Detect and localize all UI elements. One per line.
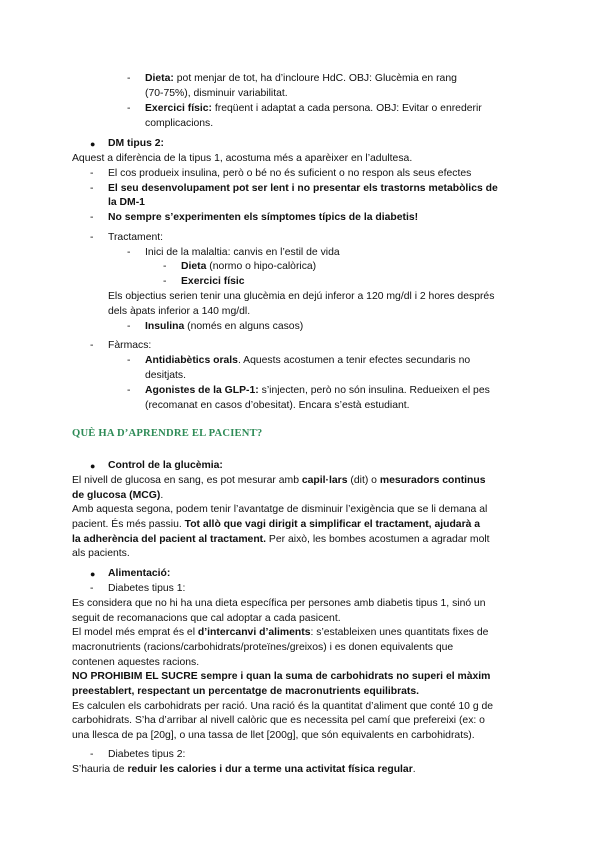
- alimentacio-dt1: Diabetes tipus 1:: [108, 583, 186, 594]
- control-line-1: [72, 474, 486, 489]
- control-bold: capil·lars: [301, 475, 348, 486]
- control-bold: Tot allò que vagi dirigit a simplificar el tractament, ajudarà a: [184, 519, 481, 530]
- control-text: (dit) o: [347, 475, 380, 486]
- alimentacio-p3: [72, 626, 488, 641]
- dieta-dm1-text: pot menjar de tot, ha d’incloure HdC. OBJ: Glucèmia en rang: [173, 73, 457, 84]
- alimentacio-p2: seguit de recomanacions que cal adoptar a cada pasicent.: [72, 613, 341, 624]
- alimentacio-p1: Es considera que no hi ha una dieta específica per persones amb diabetis tipus 1, sinó un: [72, 598, 486, 609]
- control-text: .: [160, 490, 164, 501]
- farmacs-antidiab-text: . Aquests acostumen a tenir efectes secundaris no: [237, 355, 471, 366]
- alimentacio-text: El model més emprat és el: [72, 627, 198, 638]
- alimentacio-text: : s’estableixen unes quantitats fixes de: [310, 627, 489, 638]
- farmacs-antidiab-cont: desitjats.: [145, 370, 187, 381]
- dm2-item-1: El cos produeix insulina, però o bé no és suficient o no respon als seus efectes: [108, 168, 472, 179]
- dm2-intro: Aquest a diferència de la tipus 1, acostuma més a aparèixer en l’adultesa.: [72, 153, 413, 164]
- exercici-dm1-label: Exercici físic:: [145, 103, 213, 114]
- exercici-dm1-line: [145, 102, 482, 117]
- alimentacio-heading: Alimentació:: [108, 568, 171, 579]
- dm2-item-2-cont: la DM-1: [108, 197, 145, 208]
- list-dash: -: [127, 321, 131, 332]
- control-text: El nivell de glucosa en sang, es pot mesurar amb: [72, 475, 302, 486]
- alimentacio-bold-1: NO PROHIBIM EL SUCRE sempre i quan la suma de carbohidrats no superi el màxim: [72, 671, 491, 682]
- farmacs-label: Fàrmacs:: [108, 340, 152, 351]
- control-line-3: Amb aquesta segona, podem tenir l’avantatge de disminuir l’exigència que se li demana al: [72, 504, 488, 515]
- bullet-dot: ●: [90, 569, 96, 579]
- alimentacio-bold: d’intercanvi d’aliments: [197, 627, 311, 638]
- list-dash: -: [90, 212, 94, 223]
- alimentacio-p8: una llesca de pa [20g], o una tassa de llet [200g], que són equivalents en carbohidrats).: [72, 730, 475, 741]
- control-line-5: [72, 533, 490, 548]
- list-dash: -: [127, 103, 131, 114]
- farmacs-glp-cont: (recomanat en casos d’obesitat). Encara s’està estudiant.: [145, 400, 410, 411]
- alimentacio-p6: Es calculen els carbohidrats per ració. Una ració és la quantitat d’aliment que conté 10 g de: [72, 701, 494, 712]
- control-line-4: [72, 518, 480, 533]
- list-dash: -: [90, 232, 94, 243]
- alimentacio-bold-2: preestablert, respectant un percentatge de macronutrients equilibrats.: [72, 686, 420, 697]
- control-bold: de glucosa (MCG): [72, 490, 161, 501]
- tractament-inici: Inici de la malaltia: canvis en l’estil de vida: [145, 247, 340, 258]
- list-dash: -: [127, 355, 131, 366]
- bullet-dot: ●: [90, 461, 96, 471]
- tractament-objectius-1: Els objectius serien tenir una glucèmia en dejú inferor a 120 mg/dl i 2 hores després: [108, 291, 495, 302]
- tractament-dieta: [181, 260, 316, 275]
- alimentacio-dt2: Diabetes tipus 2:: [108, 749, 186, 760]
- control-heading: Control de la glucèmia:: [108, 460, 223, 471]
- exercici-dm1-line2: complicacions.: [145, 118, 214, 129]
- dm2-item-3: No sempre s’experimenten els símptomes típics de la diabetis!: [108, 212, 419, 223]
- farmacs-antidiab: [145, 354, 470, 369]
- list-dash: -: [127, 247, 131, 258]
- list-dash: -: [90, 168, 94, 179]
- alimentacio-p4: macronutrients (racions/carbohidrats/proteïnes/greixos) i es donen equivalents que: [72, 642, 454, 653]
- tractament-dieta-text: (normo o hipo-calòrica): [206, 261, 317, 272]
- list-dash: -: [163, 276, 167, 287]
- farmacs-glp: [145, 384, 490, 399]
- control-text: pacient. És més passiu.: [72, 519, 185, 530]
- alimentacio-p5: contenen aquestes racions.: [72, 657, 200, 668]
- control-bold: la adherència del pacient al tractament.: [72, 534, 267, 545]
- farmacs-antidiab-label: Antidiabètics orals: [145, 355, 238, 366]
- section-title: QUÈ HA D’APRENDRE EL PACIENT?: [72, 428, 263, 439]
- dieta-dm1-line2: (70-75%), disminuir variabilitat.: [145, 88, 288, 99]
- dieta-dm1-line: [145, 72, 457, 87]
- exercici-dm1-text: freqüent i adaptat a cada persona. OBJ: Evitar o enrederir: [212, 103, 482, 114]
- list-dash: -: [127, 385, 131, 396]
- tractament-label: Tractament:: [108, 232, 164, 243]
- tractament-dieta-label: Dieta: [181, 261, 207, 272]
- tractament-objectius-2: dels àpats inferior a 140 mg/dl.: [108, 306, 251, 317]
- list-dash: -: [163, 261, 167, 272]
- dieta-dm1-label: Dieta:: [145, 73, 174, 84]
- tractament-insulina-text: (només en alguns casos): [184, 321, 304, 332]
- tractament-insulina: [145, 320, 303, 335]
- list-dash: -: [127, 73, 131, 84]
- alimentacio-text: S’hauria de: [72, 764, 128, 775]
- list-dash: -: [90, 340, 94, 351]
- control-text: Per això, les bombes acostumen a agradar molt: [266, 534, 490, 545]
- bullet-dot: ●: [90, 139, 96, 149]
- tractament-insulina-label: Insulina: [145, 321, 185, 332]
- farmacs-glp-label: Agonistes de la GLP-1:: [145, 385, 259, 396]
- tractament-exercici: Exercici físic: [181, 276, 245, 287]
- alimentacio-p7: carbohidrats. S’ha d’arribar al nivell calòric que es necessita pel camí que prefereixi (ex: o: [72, 715, 485, 726]
- farmacs-glp-text: s’injecten, però no són insulina. Redueixen el pes: [258, 385, 490, 396]
- dm2-heading: DM tipus 2:: [108, 138, 164, 149]
- alimentacio-bold: reduir les calories i dur a terme una activitat física regular: [127, 764, 413, 775]
- control-line-6: als pacients.: [72, 548, 130, 559]
- alimentacio-text: .: [412, 764, 416, 775]
- list-dash: -: [90, 583, 94, 594]
- dm2-item-2: El seu desenvolupament pot ser lent i no presentar els trastorns metabòlics de: [108, 183, 498, 194]
- list-dash: -: [90, 749, 94, 760]
- list-dash: -: [90, 183, 94, 194]
- control-line-2: [72, 489, 163, 504]
- control-bold: mesuradors continus: [379, 475, 486, 486]
- alimentacio-p9: [72, 763, 416, 778]
